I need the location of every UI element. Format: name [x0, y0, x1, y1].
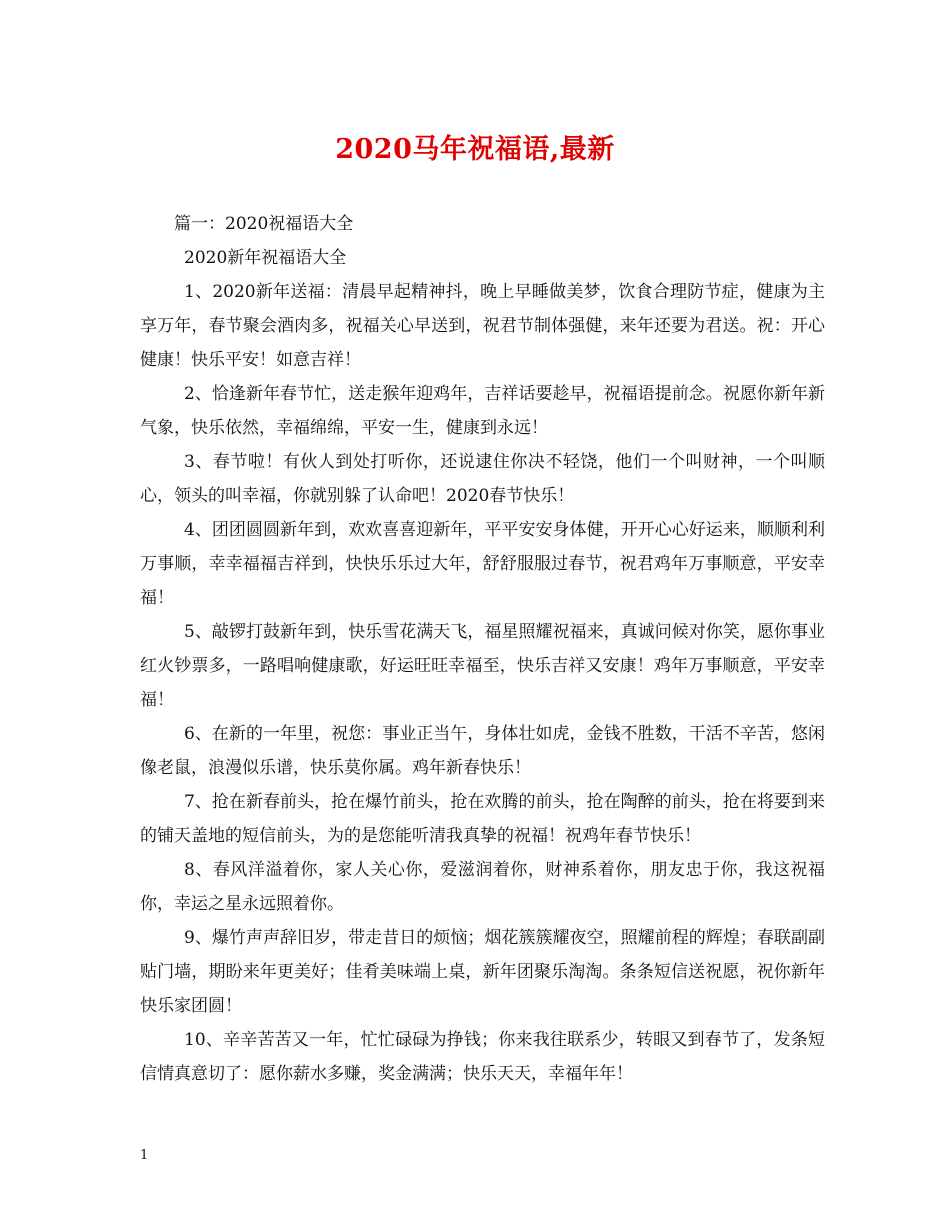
paragraph-8: 8、春风洋溢着你，家人关心你，爱滋润着你，财神系着你，朋友忠于你，我这祝福你，幸运之星永远照着你。 [140, 860, 825, 914]
paragraph-1: 1、2020新年送福：清晨早起精神抖，晚上早睡做美梦，饮食合理防节症，健康为主享万年，春节聚会酒肉多，祝福关心早送到，祝君节制体强健，来年还要为君送。祝：开心健康！快乐平安！如意吉祥！ [140, 282, 825, 370]
document-body [140, 207, 825, 1091]
paragraph-9: 9、爆竹声声辞旧岁，带走昔日的烦恼；烟花簇簇耀夜空，照耀前程的辉煌；春联副副贴门墙，期盼来年更美好；佳肴美味端上桌，新年团聚乐淘淘。条条短信送祝愿，祝你新年快乐家团圆！ [140, 928, 825, 1016]
page-number: 1 [140, 1148, 149, 1163]
paragraph-10: 10、辛辛苦苦又一年，忙忙碌碌为挣钱；你来我往联系少，转眼又到春节了，发条短信情真意切了：愿你薪水多赚，奖金满满；快乐天天，幸福年年！ [140, 1030, 825, 1084]
paragraph-5: 5、敲锣打鼓新年到，快乐雪花满天飞，福星照耀祝福来，真诚问候对你笑，愿你事业红火钞票多，一路唱响健康歌，好运旺旺幸福至，快乐吉祥又安康！鸡年万事顺意，平安幸福！ [140, 622, 825, 710]
paragraph-7: 7、抢在新春前头，抢在爆竹前头，抢在欢腾的前头，抢在陶醉的前头，抢在将要到来的铺天盖地的短信前头，为的是您能听清我真挚的祝福！祝鸡年春节快乐！ [140, 792, 825, 846]
paragraph-4: 4、团团圆圆新年到，欢欢喜喜迎新年，平平安安身体健，开开心心好运来，顺顺利利万事顺，幸幸福福吉祥到，快快乐乐过大年，舒舒服服过春节，祝君鸡年万事顺意，平安幸福！ [140, 520, 825, 608]
paragraph-2: 2、恰逢新年春节忙，送走猴年迎鸡年，吉祥话要趁早，祝福语提前念。祝愿你新年新气象，快乐依然，幸福绵绵，平安一生，健康到永远！ [140, 384, 825, 438]
subheading: 2020新年祝福语大全 [184, 248, 347, 268]
section-heading: 篇一：2020祝福语大全 [174, 214, 354, 234]
paragraph-3: 3、春节啦！有伙人到处打听你，还说逮住你决不轻饶，他们一个叫财神，一个叫顺心，领头的叫幸福，你就别躲了认命吧！2020春节快乐！ [140, 452, 825, 506]
document-title: 2020马年祝福语,最新 [335, 134, 615, 165]
paragraph-6: 6、在新的一年里，祝您：事业正当午，身体壮如虎，金钱不胜数，干活不辛苦，悠闲像老鼠，浪漫似乐谱，快乐莫你属。鸡年新春快乐！ [140, 724, 825, 778]
